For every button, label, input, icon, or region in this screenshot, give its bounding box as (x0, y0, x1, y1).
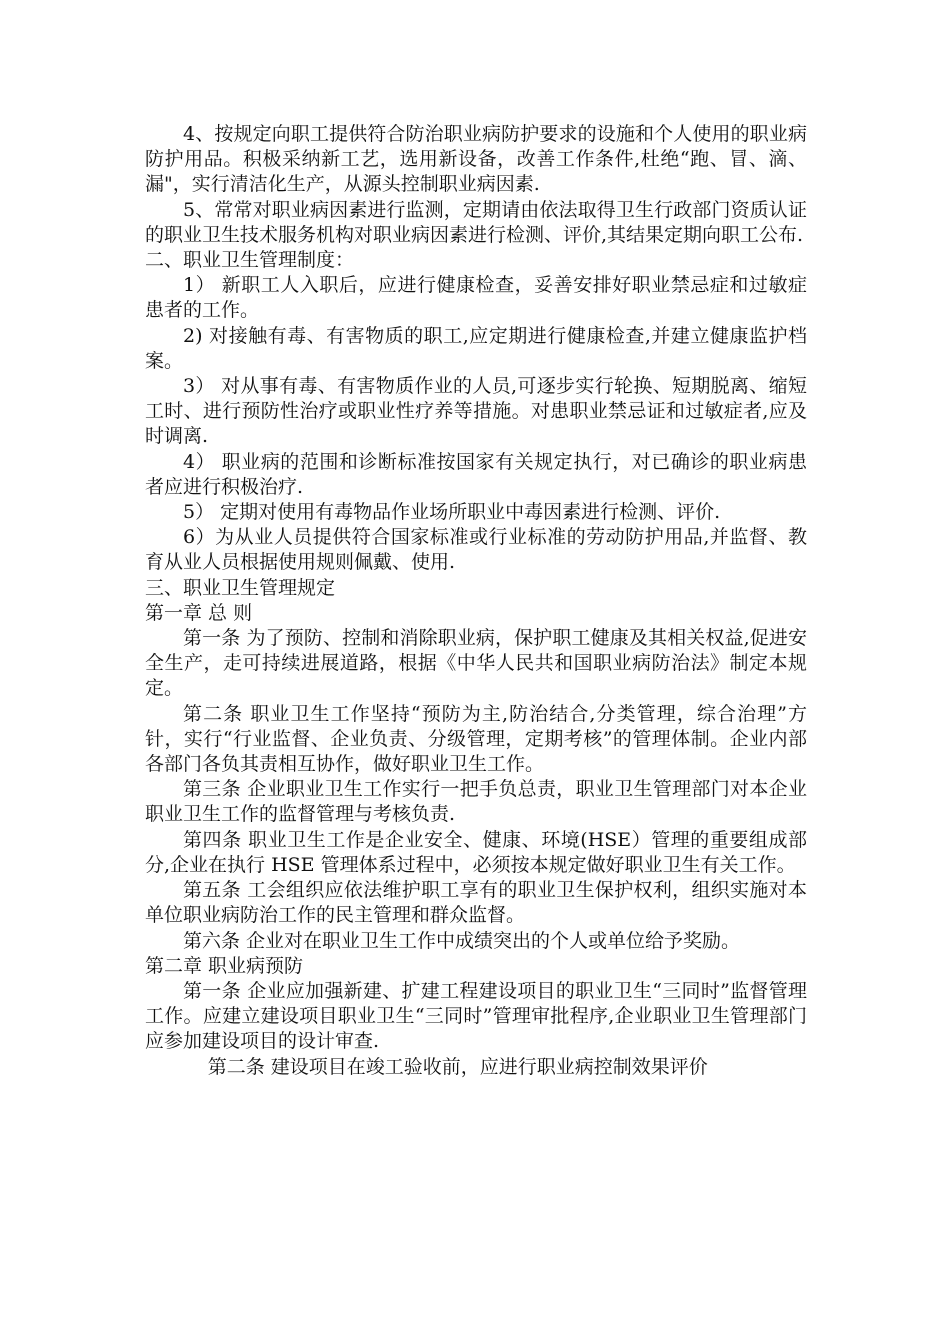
paragraph-1: 4、按规定向职工提供符合防治职业病防护要求的设施和个人使用的职业病防护用品。积极采纳新工艺，选用新设备，改善工作条件,杜绝“跑、冒、滴、漏"，实行清洁化生产，从源头控制职业病因素. (145, 123, 807, 196)
article-3: 第三条 企业职业卫生工作实行一把手负总责，职业卫生管理部门对本企业职业卫生工作的监督管理与考核负责. (145, 778, 807, 826)
article-6: 第六条 企业对在职业卫生工作中成绩突出的个人或单位给予奖励。 (183, 929, 741, 952)
chapter2-article-2: 第二条 建设项目在竣工验收前，应进行职业病控制效果评价 (207, 1055, 708, 1078)
section-heading-2: 二、职业卫生管理制度： (145, 249, 355, 272)
article-2: 第二条 职业卫生工作坚持“预防为主,防治结合,分类管理，综合治理”方针，实行“行业监督、企业负责、分级管理，定期考核”的管理体制。企业内部各部门各负其责相互协作，做好职业卫生工作。 (145, 702, 807, 776)
rule-item-2: 2) 对接触有毒、有害物质的职工,应定期进行健康检查,并建立健康监护档案。 (145, 324, 807, 372)
chapter2-article-1: 第一条 企业应加强新建、扩建工程建设项目的职业卫生“三同时”监督管理工作。应建立建设项目职业卫生“三同时”管理审批程序,企业职业卫生管理部门应参加建设项目的设计审查. (145, 979, 807, 1053)
rule-item-5: 5） 定期对使用有毒物品作业场所职业中毒因素进行检测、评价. (183, 501, 721, 524)
rule-item-3: 3） 对从事有毒、有害物质作业的人员,可逐步实行轮换、短期脱离、缩短工时、进行预防性治疗或职业性疗养等措施。对患职业禁忌证和过敏症者,应及时调离. (145, 375, 807, 448)
article-4: 第四条 职业卫生工作是企业安全、健康、环境(HSE）管理的重要组成部分,企业在执行 HSE 管理体系过程中，必须按本规定做好职业卫生有关工作。 (145, 828, 807, 876)
article-5: 第五条 工会组织应依法维护职工享有的职业卫生保护权利，组织实施对本单位职业病防治工作的民主管理和群众监督。 (145, 879, 807, 927)
document-body (145, 122, 807, 1080)
rule-item-4: 4） 职业病的范围和诊断标准按国家有关规定执行，对已确诊的职业病患者应进行积极治疗. (145, 450, 807, 498)
chapter-heading-2: 第二章 职业病预防 (145, 954, 304, 977)
rule-item-6: 6）为从业人员提供符合国家标准或行业标准的劳动防护用品,并监督、教育从业人员根据使用规则佩戴、使用. (145, 526, 807, 574)
rule-item-1: 1） 新职工人入职后，应进行健康检查，妥善安排好职业禁忌症和过敏症患者的工作。 (145, 274, 807, 322)
article-1: 第一条 为了预防、控制和消除职业病，保护职工健康及其相关权益,促进安全生产，走可持续进展道路，根据《中华人民共和国职业病防治法》制定本规定。 (145, 627, 807, 700)
chapter-heading-1: 第一章 总 则 (145, 601, 253, 624)
paragraph-2: 5、常常对职业病因素进行监测，定期请由依法取得卫生行政部门资质认证的职业卫生技术服务机构对职业病因素进行检测、评价,其结果定期向职工公布. (145, 198, 807, 246)
section-heading-3: 三、职业卫生管理规定 (145, 576, 336, 599)
